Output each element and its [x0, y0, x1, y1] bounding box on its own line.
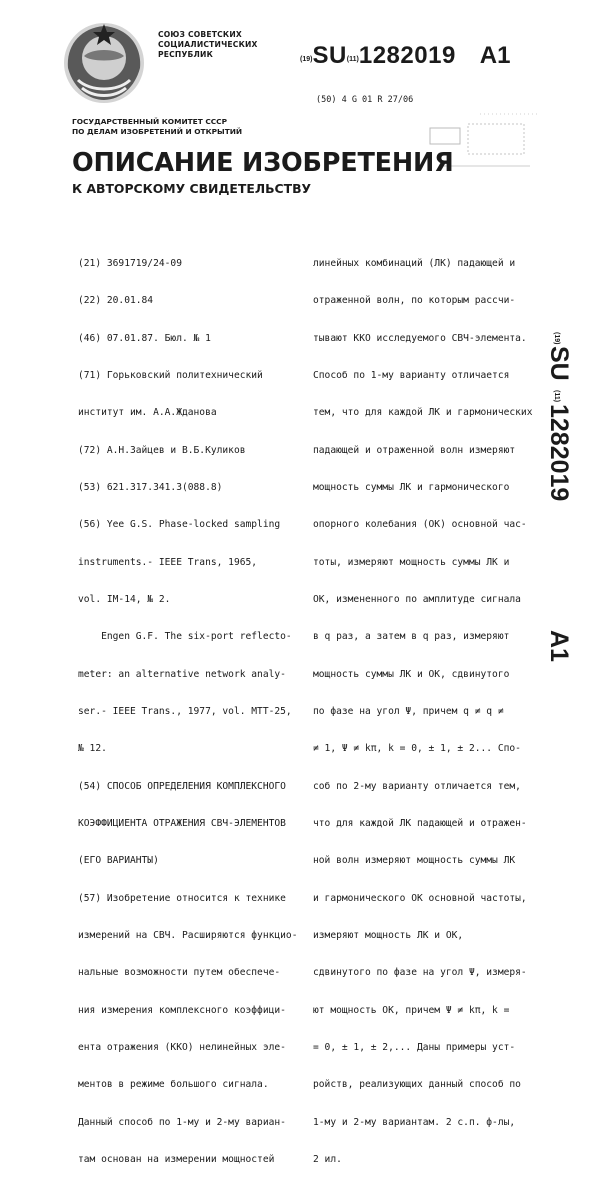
text-line: что для каждой ЛК падающей и отражен-: [313, 818, 527, 830]
committee-line: ПО ДЕЛАМ ИЗОБРЕТЕНИЙ И ОТКРЫТИЙ: [72, 127, 243, 136]
margin-code-11: (11): [553, 390, 560, 403]
org-line: СОЮЗ СОВЕТСКИХ: [158, 30, 242, 39]
kind-code: A1: [479, 42, 511, 69]
text-line: ser.- IEEE Trans., 1977, vol. MTT-25,: [78, 706, 292, 718]
abstract-column: [313, 233, 533, 1179]
text-line: ной волн измеряют мощность суммы ЛК: [313, 855, 516, 867]
text-line: (57) Изобретение относится к технике: [78, 892, 286, 904]
text-line: соб по 2-му варианту отличается тем,: [313, 780, 521, 792]
text-line: тывают ККО исследуемого СВЧ-элемента.: [313, 332, 527, 344]
text-line: Данный способ по 1-му и 2-му вариан-: [78, 1116, 286, 1128]
org-line: СОЦИАЛИСТИЧЕСКИХ: [158, 40, 258, 49]
text-line: (71) Горьковский политехнический: [78, 369, 263, 381]
document-subtitle: К АВТОРСКОМУ СВИДЕТЕЛЬСТВУ: [72, 181, 312, 196]
text-line: (56) Yee G.S. Phase-locked sampling: [78, 519, 281, 531]
text-line: Engen G.F. The six-port reflecto-: [78, 631, 292, 643]
text-line: КОЭФФИЦИЕНТА ОТРАЖЕНИЯ СВЧ-ЭЛЕМЕНТОВ: [78, 818, 286, 830]
country-code: SU: [312, 42, 347, 69]
text-line: ройств, реализующих данный способ по: [313, 1079, 521, 1091]
text-line: опорного колебания (ОК) основной час-: [313, 519, 527, 531]
text-line: (ЕГО ВАРИАНТЫ): [78, 855, 159, 867]
text-line: измерений на СВЧ. Расширяются функцио-: [78, 930, 298, 942]
margin-patent-number: [535, 330, 581, 670]
text-line: ОК, измененного по амплитуде сигнала: [313, 594, 521, 605]
margin-country: SU: [545, 346, 573, 381]
margin-kind: A1: [545, 630, 573, 662]
text-line: (21) 3691719/24-09: [78, 257, 182, 269]
patent-number: 1282019: [358, 42, 456, 69]
text-line: 1-му и 2-му вариантам. 2 с.п. ф-лы,: [313, 1116, 516, 1128]
text-line: (46) 07.01.87. Бюл. № 1: [78, 332, 211, 344]
text-line: (54) СПОСОБ ОПРЕДЕЛЕНИЯ КОМПЛЕКСНОГО: [78, 780, 286, 792]
text-line: измеряют мощность ЛК и ОК,: [313, 930, 464, 942]
text-line: и гармонического ОК основной частоты,: [313, 892, 527, 904]
country-org-name: [158, 30, 258, 60]
code-19: (19): [300, 56, 313, 63]
text-line: институт им. А.А.Жданова: [78, 407, 217, 419]
text-line: 2 ил.: [313, 1154, 342, 1166]
text-line: ют мощность ОК, причем Ψ ≠ kπ, k =: [313, 1004, 510, 1016]
text-line: ния измерения комплексного коэффици-: [78, 1004, 286, 1016]
text-line: тоты, измеряют мощность суммы ЛК и: [313, 556, 510, 568]
text-line: мощность суммы ЛК и гармонического: [313, 481, 510, 493]
text-line: там основан на измерении мощностей: [78, 1154, 275, 1166]
document-title: ОПИСАНИЕ ИЗОБРЕТЕНИЯ: [72, 148, 454, 178]
text-line: (72) А.Н.Зайцев и В.Б.Куликов: [78, 444, 246, 456]
text-line: сдвинутого по фазе на угол Ψ, измеря-: [313, 967, 527, 979]
text-line: vol. IM-14, № 2.: [78, 594, 171, 605]
text-line: нальные возможности путем обеспече-: [78, 967, 281, 979]
committee-line: ГОСУДАРСТВЕННЫЙ КОМИТЕТ СССР: [72, 117, 228, 126]
org-line: РЕСПУБЛИК: [158, 50, 213, 59]
text-line: instruments.- IEEE Trans, 1965,: [78, 556, 258, 568]
text-line: ента отражения (ККО) нелинейных эле-: [78, 1042, 286, 1054]
text-line: тем, что для каждой ЛК и гармонических: [313, 407, 533, 419]
text-line: мощность суммы ЛК и ОК, сдвинутого: [313, 668, 510, 680]
text-line: ментов в режиме большого сигнала.: [78, 1079, 269, 1091]
text-line: Способ по 1-му варианту отличается: [313, 369, 510, 381]
ipc-classification: (50) 4 G 01 R 27/06: [316, 95, 414, 105]
text-line: (53) 621.317.341.3(088.8): [78, 481, 223, 493]
ussr-emblem-icon: [58, 16, 150, 108]
text-line: падающей и отраженной волн измеряют: [313, 444, 516, 456]
margin-code-19: (19): [553, 332, 560, 345]
text-line: (22) 20.01.84: [78, 295, 154, 307]
state-committee: [72, 117, 242, 137]
text-line: в q раз, а затем в q раз, измеряют: [313, 631, 510, 643]
text-line: отраженной волн, по которым рассчи-: [313, 295, 516, 307]
text-line: = 0, ± 1, ± 2,... Даны примеры уст-: [313, 1042, 516, 1054]
text-line: по фазе на угол Ψ, причем q ≠ q ≠: [313, 706, 504, 718]
text-line: ≠ 1, Ψ ≠ kπ, k = 0, ± 1, ± 2... Спо-: [313, 743, 521, 755]
code-11: (11): [346, 56, 359, 63]
publication-number: [300, 42, 510, 70]
text-line: meter: an alternative network analy-: [78, 668, 286, 680]
text-line: линейных комбинаций (ЛК) падающей и: [313, 257, 516, 269]
text-line: № 12.: [78, 743, 107, 755]
bibliographic-column: [78, 233, 298, 1179]
margin-number: 1282019: [545, 404, 573, 502]
